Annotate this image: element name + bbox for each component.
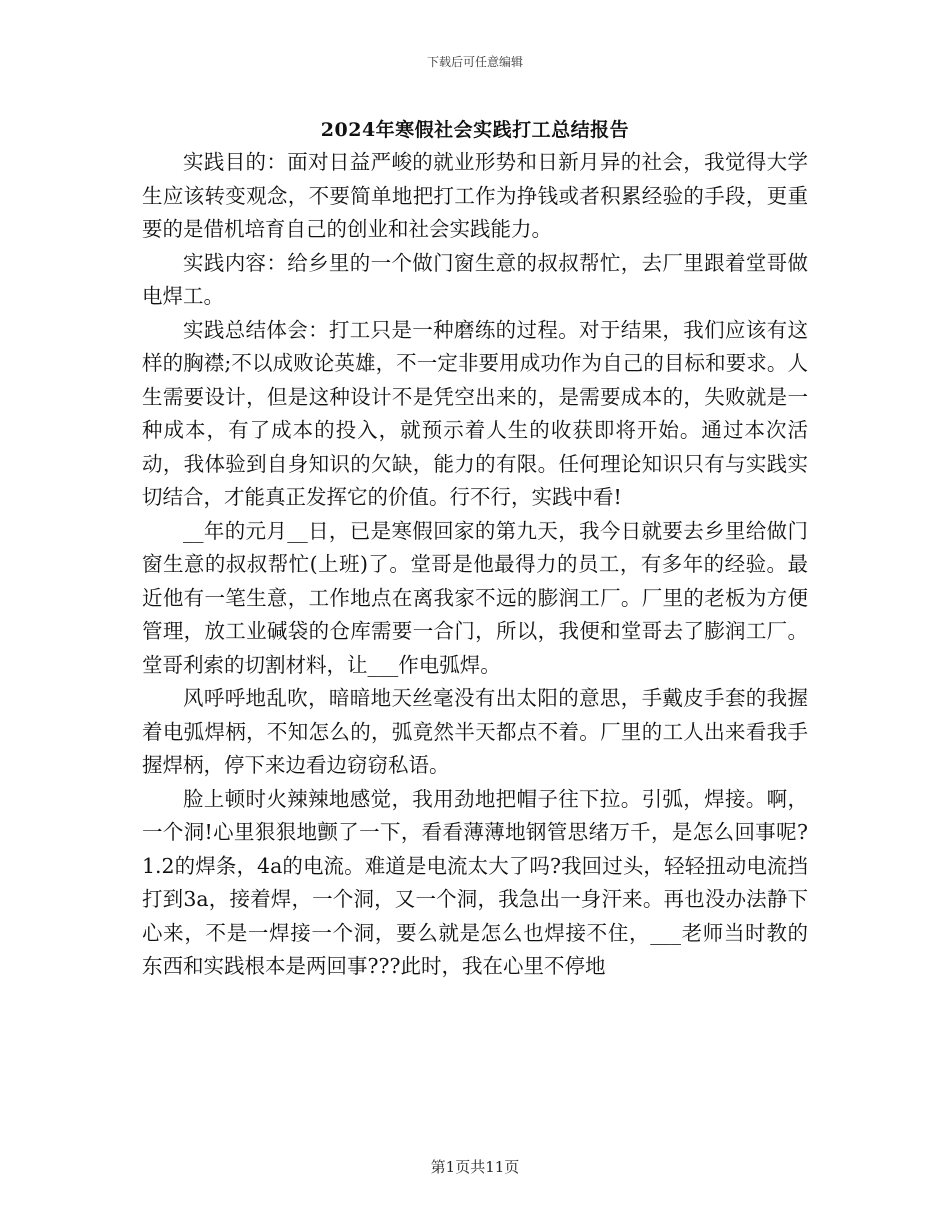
paragraph-welding-holes: 脸上顿时火辣辣地感觉，我用劲地把帽子往下拉。引弧，焊接。啊，一个洞!心里狠狠地颤了一下，看看薄薄地钢管思绪万千，是怎么回事呢?1.2的焊条，4a的电流。难道是电流太大了吗?我回过头，轻轻扭动电流挡打到3a，接着焊，一个洞，又一个洞，我急出一身汗来。再也没办法静下心来，不是一焊接一个洞，要么就是怎么也焊接不住，___老师当时教的东西和实践根本是两回事???此时，我在心里不停地 [142, 786, 808, 978]
page-number: 第1页共11页 [430, 1158, 520, 1176]
document-title: 2024年寒假社会实践打工总结报告 [320, 119, 630, 141]
paragraph-content: 实践内容：给乡里的一个做门窗生意的叔叔帮忙，去厂里跟着堂哥做电焊工。 [142, 250, 808, 308]
paragraph-purpose: 实践目的：面对日益严峻的就业形势和日新月异的社会，我觉得大学生应该转变观念，不要简单地把打工作为挣钱或者积累经验的手段，更重要的是借机培育自己的创业和社会实践能力。 [142, 150, 808, 241]
document-body [142, 146, 808, 984]
paragraph-welding-attempt: 风呼呼地乱吹，暗暗地天丝毫没有出太阳的意思，手戴皮手套的我握着电弧焊柄，不知怎么的，弧竟然半天都点不着。厂里的工人出来看我手握焊柄，停下来边看边窃窃私语。 [142, 686, 808, 777]
page-header-note: 下载后可任意编辑 [426, 55, 523, 69]
paragraph-narrative-start: __年的元月__日，已是寒假回家的第九天，我今日就要去乡里给做门窗生意的叔叔帮忙(上班)了。堂哥是他最得力的员工，有多年的经验。最近他有一笔生意，工作地点在离我家不远的膨润工厂。厂里的老板为方便管理，放工业碱袋的仓库需要一合门，所以，我便和堂哥去了膨润工厂。堂哥利索的切割材料，让___作电弧焊。 [142, 518, 808, 677]
paragraph-summary: 实践总结体会：打工只是一种磨练的过程。对于结果，我们应该有这样的胸襟;不以成败论英雄，不一定非要用成功作为自己的目标和要求。人生需要设计，但是这种设计不是凭空出来的，是需要成本的，失败就是一种成本，有了成本的投入，就预示着人生的收获即将开始。通过本次活动，我体验到自身知识的欠缺，能力的有限。任何理论知识只有与实践实切结合，才能真正发挥它的价值。行不行，实践中看! [142, 317, 808, 509]
